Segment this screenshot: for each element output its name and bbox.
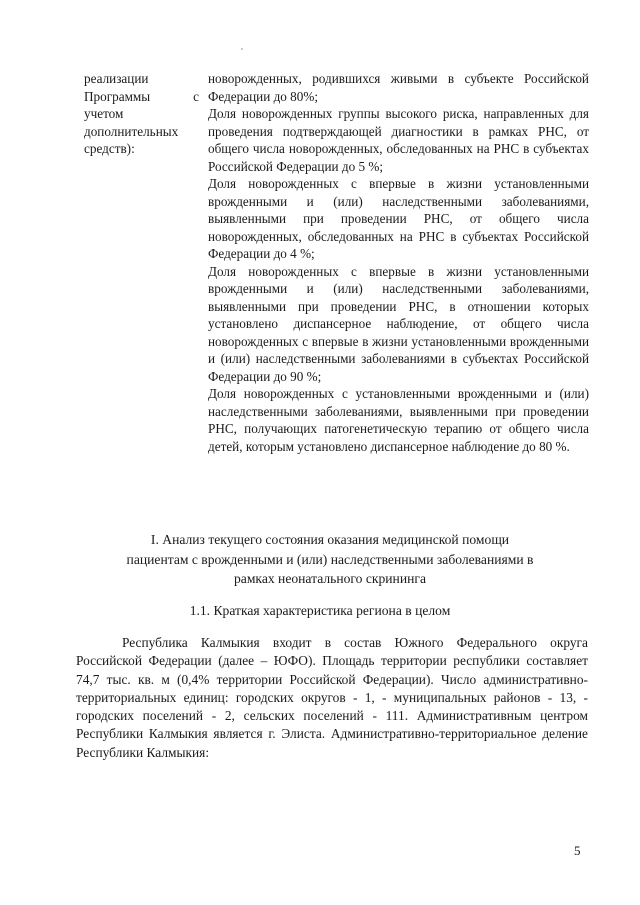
indicator-paragraph: Доля новорожденных с впервые в жизни установленными врожденными и (или) наследственными заболеваниями, выявленными при проведении РНС, от общего числа новорожденных, обследованных на РНС в субъектах Российской Федерации до 4 %; — [208, 176, 589, 261]
indicator-paragraph: Доля новорожденных с впервые в жизни установленными врожденными и (или) наследственными заболеваниями, выявленными при проведении РНС, в отношении которых установлено диспансерное наблюдение, от общего числа новорожденных с впервые в жизни установленными врожденными и (или) наследственными заболеваниями в субъектах Российской Федерации до 90 %; — [208, 263, 589, 384]
section-heading: I. Анализ текущего состояния оказания медицинской помощи пациентам с врожденными и (или) наследственными заболеваниями в рамках неонатального скрининга — [126, 532, 534, 586]
left-line: учетом — [84, 106, 124, 121]
indicator-paragraph: Доля новорожденных группы высокого риска, направленных для проведения подтверждающей диагностики в рамках РНС, от общего числа новорожденных, обследованных на РНС в субъектах Российской Федерации до 5 %; — [208, 106, 589, 174]
page-number: 5 — [574, 843, 581, 858]
body-paragraph: Республика Калмыкия входит в состав Южного Федерального округа Российской Федерации (далее – ЮФО). Площадь территории республики составляет 74,7 тыс. кв. м (0,4% территории Российской Федерации). Число административно-территориальных единиц: городских округов - 1, - муниципальных районов - 13, - городских поселений - 2, сельских поселений - 111. Административным центром Республики Калмыкия является г. Элиста. Административно-территориальное деление Республики Калмыкия: — [76, 635, 588, 760]
indicator-paragraph: Доля новорожденных с установленными врожденными и (или) наследственными заболеваниями, выявленными при проведении РНС, получающих патогенетическую терапию от общего числа детей, которым установлено диспансерное наблюдение до 80 %. — [208, 386, 589, 454]
left-line: средств): — [84, 141, 135, 156]
table-right-column — [208, 70, 589, 455]
scan-speck — [241, 48, 243, 50]
left-line: Программы с — [84, 88, 199, 104]
table-left-column — [84, 70, 199, 158]
indicator-paragraph: новорожденных, родившихся живыми в субъекте Российской Федерации до 80%; — [208, 71, 589, 104]
subsection-heading: 1.1. Краткая характеристика региона в целом — [189, 603, 451, 618]
left-line: реализации — [84, 71, 149, 86]
left-line: дополнительных — [84, 123, 179, 139]
